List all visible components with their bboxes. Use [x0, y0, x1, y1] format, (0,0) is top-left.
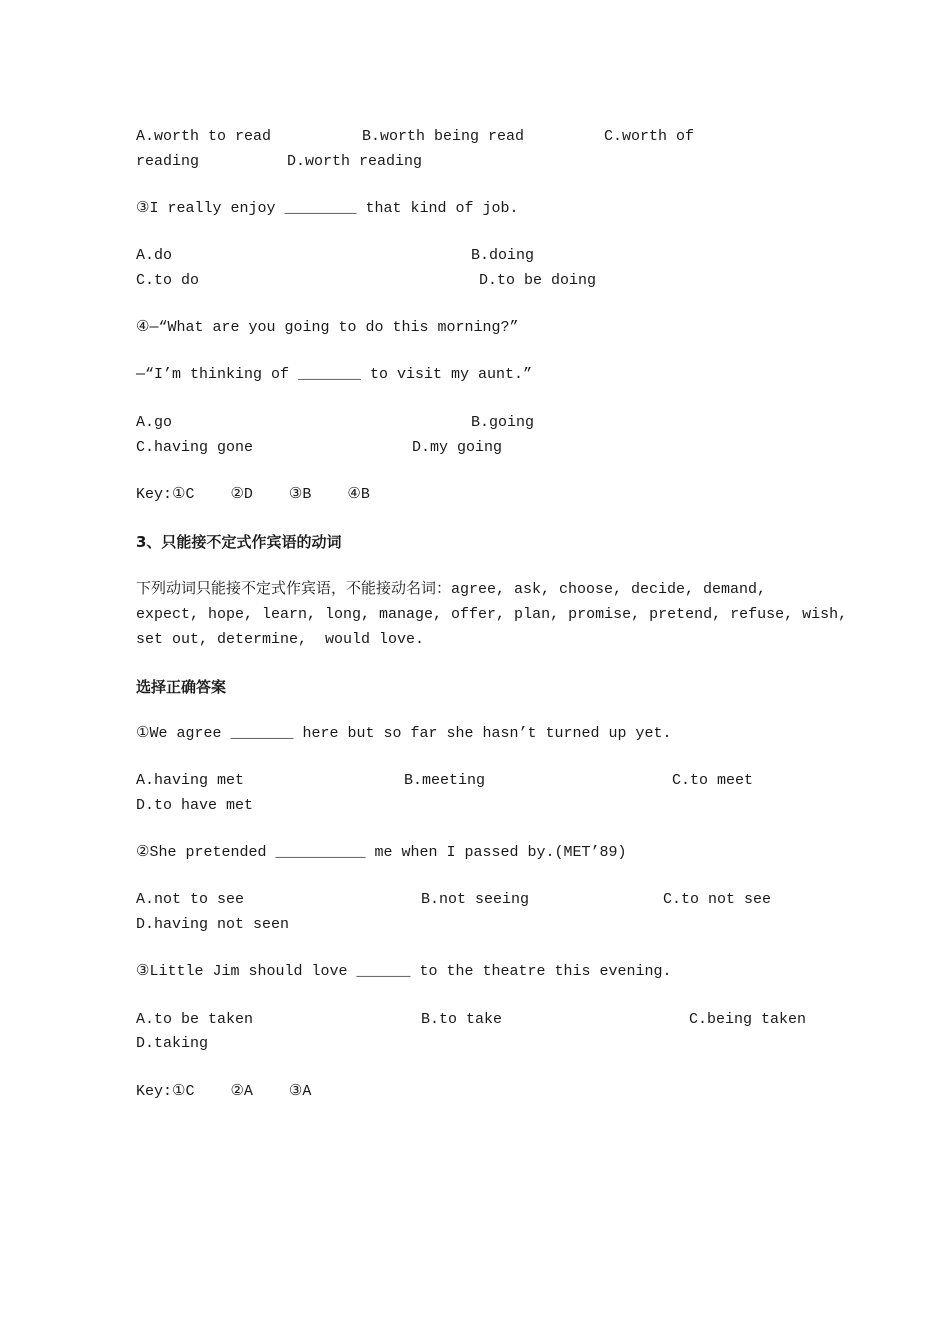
s3q3-option-d: D.taking — [136, 1035, 209, 1052]
q2-option-c-continued: reading — [136, 153, 200, 170]
q3-option-c: C.to do — [136, 272, 200, 289]
s3q2-stem: ②She pretended __________ me when I passed by.(MET’89) — [136, 844, 627, 861]
s3q1-option-c: C.to meet — [672, 772, 754, 789]
q4-option-a: A.go — [136, 414, 173, 431]
s3q3-option-a: A.to be taken — [136, 1011, 254, 1028]
s3q1-option-d: D.to have met — [136, 797, 254, 814]
s3q3-option-b: B.to take — [421, 1011, 503, 1028]
q4-option-d: D.my going — [412, 439, 503, 456]
q3-option-b: B.doing — [471, 247, 535, 264]
section-paragraph-line-2: expect, hope, learn, long, manage, offer, plan, promise, pretend, refuse, wish, — [136, 606, 848, 623]
q2-option-d: D.worth reading — [287, 153, 423, 170]
q2-option-b: B.worth being read — [362, 128, 525, 145]
q2-option-c: C.worth of — [604, 128, 695, 145]
section-paragraph-line-1: 下列动词只能接不定式作宾语，不能接动名词：agree, ask, choose, decide, demand, — [136, 581, 767, 598]
s3q2-option-a: A.not to see — [136, 891, 245, 908]
s3q1-option-b: B.meeting — [404, 772, 486, 789]
s3q2-option-b: B.not seeing — [421, 891, 530, 908]
section-paragraph-line-3: set out, determine, would love. — [136, 631, 425, 648]
s3q2-option-d: D.having not seen — [136, 916, 290, 933]
exercise-subheading: 选择正确答案 — [136, 678, 227, 696]
s3q1-stem: ①We agree _______ here but so far she hasn’t turned up yet. — [136, 725, 672, 742]
answer-key-1: Key:①C ②D ③B ④B — [136, 486, 370, 503]
s3q2-option-c: C.to not see — [663, 891, 772, 908]
q4-stem-line2: —“I’m thinking of _______ to visit my aunt.” — [136, 366, 533, 383]
s3q3-option-c: C.being taken — [689, 1011, 807, 1028]
q4-option-b: B.going — [471, 414, 535, 431]
answer-key-2: Key:①C ②A ③A — [136, 1083, 312, 1100]
q3-stem: ③I really enjoy ________ that kind of job. — [136, 200, 519, 217]
section-heading: 3、只能接不定式作宾语的动词 — [136, 533, 342, 551]
q4-option-c: C.having gone — [136, 439, 254, 456]
q3-option-d: D.to be doing — [479, 272, 597, 289]
s3q3-stem: ③Little Jim should love ______ to the theatre this evening. — [136, 963, 672, 980]
q3-option-a: A.do — [136, 247, 173, 264]
s3q1-option-a: A.having met — [136, 772, 245, 789]
q2-option-a: A.worth to read — [136, 128, 272, 145]
q4-stem-line1: ④—“What are you going to do this morning?” — [136, 319, 519, 336]
